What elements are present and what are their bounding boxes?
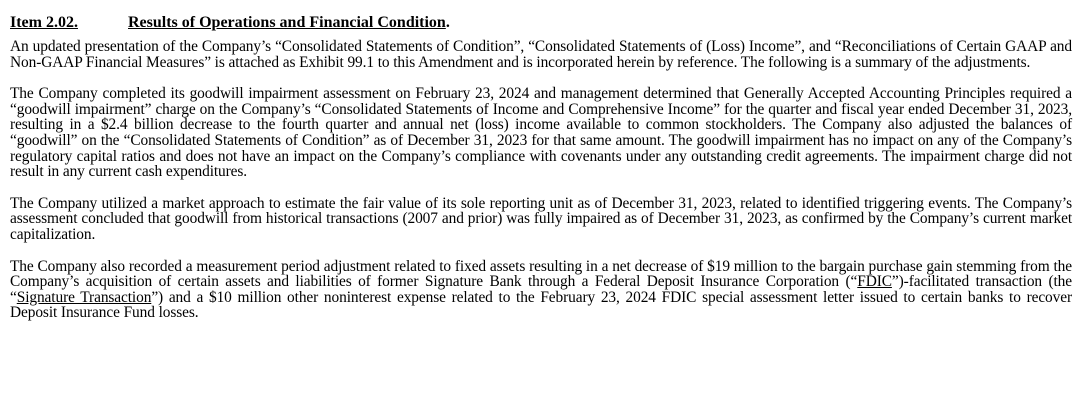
paragraph-market-approach: The Company utilized a market approach to estimate the fair value of its sole reporting unit as of December 31, 2023, related to identified triggering events. The Company’s assessment concluded that goodwill from historical transactions (2007 and prior) was fully impaired as of December 31, 2023, as confirmed by the Company’s current market capitalization. (10, 194, 1072, 243)
item-heading (10, 14, 1072, 32)
paragraph-text-part-3: ”) and a $10 million other noninterest expense related to the February 23, 2024 FDIC special assessment letter issued to certain banks to recover Deposit Insurance Fund losses. (10, 288, 1073, 322)
item-title-period: . (445, 14, 450, 31)
paragraph-text-part-2: ”)-facilitated transaction (the “ (10, 273, 1073, 306)
paragraph-exhibit-summary: An updated presentation of the Company’s “Consolidated Statements of Condition”, “Consolidated Statements of (Loss) Income”, and “Reconciliations of Certain GAAP and Non-GAAP Financial Measures” is attached as Exhibit 99.1 to this Amendment and is incorporated herein by reference. The following is a summary of the adjustments. (10, 38, 1072, 71)
item-number: Item 2.02. (10, 14, 78, 31)
paragraph-measurement-adjustment (10, 259, 1072, 321)
fdic-defined-term: FDIC (857, 273, 892, 291)
paragraph-goodwill-impairment: The Company completed its goodwill impairment assessment on February 23, 2024 and management determined that Generally Accepted Accounting Principles required a “goodwill impairment” charge on the Company’s “Consolidated Statements of Income and Comprehensive Income” for the quarter and fiscal year ended December 31, 2023, resulting in a $2.4 billion decrease to the fourth quarter and annual net (loss) income available to common stockholders. The Company also adjusted the balances of “goodwill” on the “Consolidated Statements of Condition” as of December 31, 2023 for that same amount. The goodwill impairment has no impact on any of the Company’s regulatory capital ratios and does not have an impact on the Company’s compliance with covenants under any outstanding credit agreements. The impairment charge did not result in any current cash expenditures. (10, 85, 1072, 181)
signature-transaction-defined-term: Signature Transaction (16, 288, 152, 306)
paragraph-text-part-1: The Company also recorded a measurement period adjustment related to fixed assets resulting in a net decrease of $19 million to the bargain purchase gain stemming from the Company’s acquisition of certain assets and liabilities of former Signature Bank through a Federal Deposit Insurance Corporation (“ (10, 257, 1072, 291)
item-title: Results of Operations and Financial Condition (128, 14, 446, 31)
